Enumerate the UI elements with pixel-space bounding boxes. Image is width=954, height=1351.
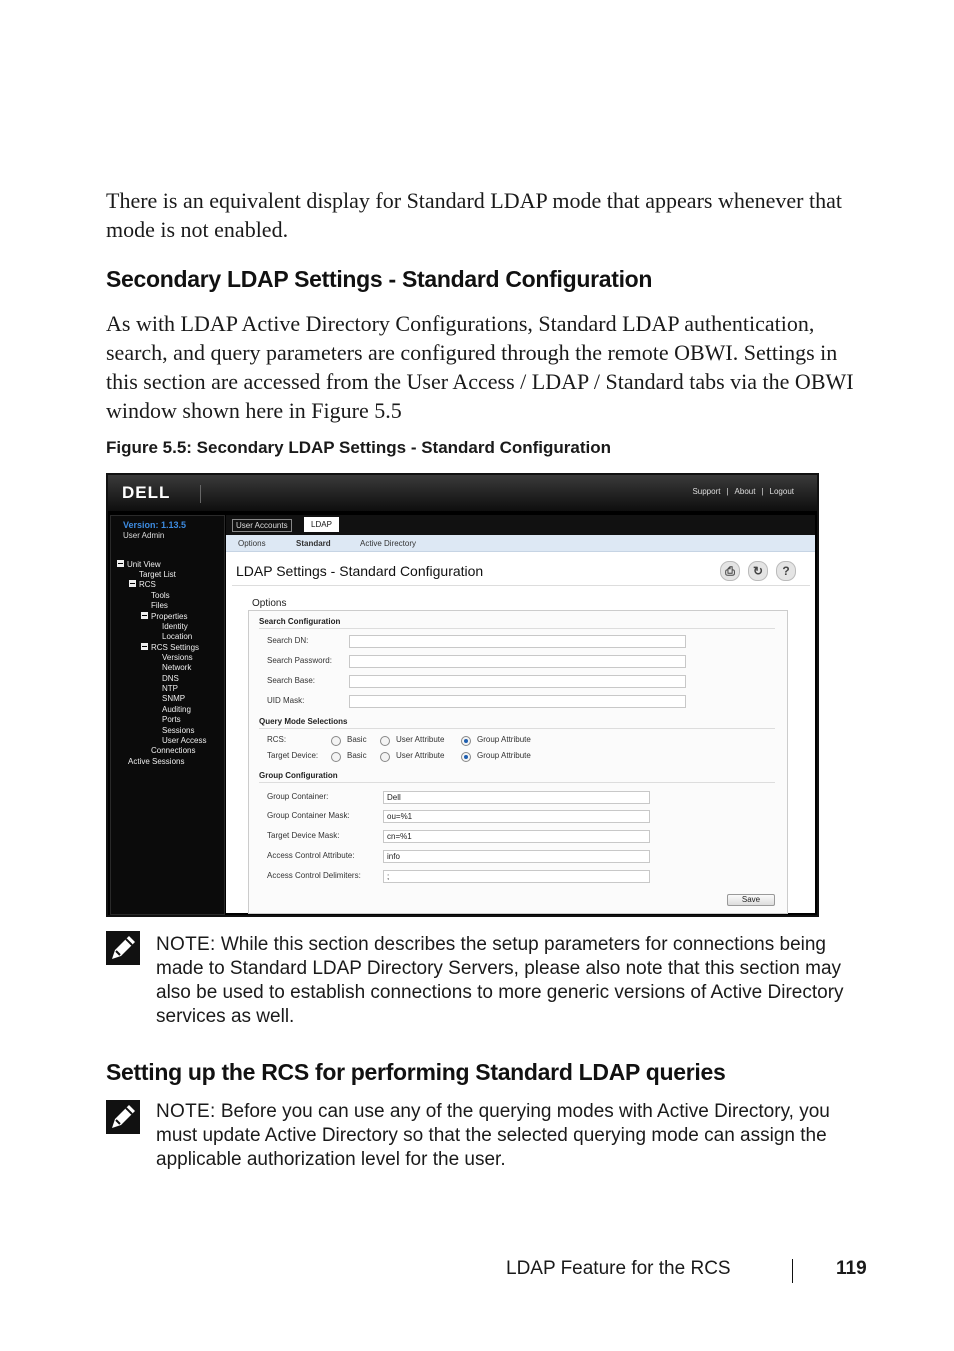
tree-item-properties[interactable]: Properties xyxy=(141,612,187,621)
note-text xyxy=(156,1100,866,1172)
figure-caption: Figure 5.5: Secondary LDAP Settings - Standard Configuration xyxy=(106,438,612,457)
access-control-delimiters-label: Access Control Delimiters: xyxy=(267,871,361,880)
footer-divider xyxy=(792,1259,793,1283)
divider xyxy=(232,585,810,586)
target-basic-label: Basic xyxy=(347,751,367,760)
version-label: Version: 1.13.5 xyxy=(123,520,187,530)
top-bar xyxy=(108,475,817,511)
note-block xyxy=(106,931,866,1031)
access-control-attribute-input[interactable]: info xyxy=(383,850,650,863)
tree-item-files[interactable]: Files xyxy=(151,601,168,610)
group-container-mask-input[interactable]: ou=%1 xyxy=(383,810,650,823)
figure-screenshot xyxy=(106,473,819,917)
tree-item-network[interactable]: Network xyxy=(162,663,192,672)
tree-item-ports[interactable]: Ports xyxy=(162,715,181,724)
tree-item-dns[interactable]: DNS xyxy=(162,674,179,683)
refresh-icon[interactable]: ↻ xyxy=(748,561,768,581)
search-password-label: Search Password: xyxy=(267,656,332,665)
tree-item-versions[interactable]: Versions xyxy=(162,653,193,662)
logout-link[interactable]: Logout xyxy=(769,487,794,496)
target-group-attribute-label: Group Attribute xyxy=(477,751,531,760)
uid-mask-input[interactable] xyxy=(349,695,686,708)
tree-item-unit-view[interactable]: Unit View xyxy=(117,560,161,569)
note-pencil-icon xyxy=(106,1100,140,1134)
note-body: Before you can use any of the querying modes with Active Directory, you must update Active Directory so that the selected querying mode can assign the applicable authorization level for the user. xyxy=(156,1101,830,1170)
divider xyxy=(259,728,775,729)
target-device-mode-label: Target Device: xyxy=(267,751,319,760)
tree-item-user-access[interactable]: User Access xyxy=(162,736,207,745)
note-pencil-icon xyxy=(106,931,140,965)
tree-item-auditing[interactable]: Auditing xyxy=(162,705,191,714)
group-container-label: Group Container: xyxy=(267,792,329,801)
note-text xyxy=(156,933,866,1029)
primary-tabs xyxy=(226,515,815,535)
about-link[interactable]: About xyxy=(734,487,756,496)
tree-item-sessions[interactable]: Sessions xyxy=(162,726,195,735)
body-paragraph: As with LDAP Active Directory Configurations, Standard LDAP authentication, search, and query parameters are configured through the remote OBWI. Settings in this section are accessed from the User Access / LDAP / Standard tabs via the OBWI window shown here in Figure 5.5 xyxy=(106,311,854,423)
note-label: NOTE: xyxy=(156,934,216,955)
tree-item-target-list[interactable]: Target List xyxy=(139,570,176,579)
rcs-user-attribute-radio[interactable] xyxy=(380,736,390,746)
page-title: LDAP Settings - Standard Configuration xyxy=(236,563,484,579)
sidebar xyxy=(110,515,225,915)
collapse-icon[interactable] xyxy=(141,612,148,619)
tree-item-identity[interactable]: Identity xyxy=(162,622,188,631)
target-group-attribute-radio[interactable] xyxy=(461,752,471,762)
group-section-title: Group Configuration xyxy=(259,771,338,780)
search-dn-input[interactable] xyxy=(349,635,686,648)
search-section-title: Search Configuration xyxy=(259,617,341,626)
tree-item-connections[interactable]: Connections xyxy=(151,746,196,755)
target-user-attribute-label: User Attribute xyxy=(396,751,445,760)
tree-item-location[interactable]: Location xyxy=(162,632,193,641)
section-heading: Setting up the RCS for performing Standard LDAP queries xyxy=(106,1059,726,1085)
tree-item-active-sessions[interactable]: Active Sessions xyxy=(128,757,185,766)
target-device-mask-input[interactable]: cn=%1 xyxy=(383,830,650,843)
query-section-title: Query Mode Selections xyxy=(259,717,348,726)
page-number: 119 xyxy=(836,1258,867,1279)
group-container-mask-label: Group Container Mask: xyxy=(267,811,350,820)
main-panel xyxy=(226,515,815,913)
tree-item-rcs-settings[interactable]: RCS Settings xyxy=(141,643,199,652)
note-block xyxy=(106,1100,866,1176)
help-icon[interactable]: ? xyxy=(776,561,796,581)
target-device-mask-label: Target Device Mask: xyxy=(267,831,340,840)
collapse-icon[interactable] xyxy=(141,643,148,650)
logo-divider xyxy=(200,485,201,503)
group-container-input[interactable]: Dell xyxy=(383,791,650,804)
footer-section-title: LDAP Feature for the RCS xyxy=(506,1258,731,1279)
tab-options[interactable]: Options xyxy=(238,539,266,548)
tab-ldap[interactable]: LDAP xyxy=(304,517,339,532)
link-separator: | xyxy=(726,487,729,496)
divider xyxy=(259,628,775,629)
rcs-basic-radio[interactable] xyxy=(331,736,341,746)
section-heading: Secondary LDAP Settings - Standard Configuration xyxy=(106,266,653,292)
note-label: NOTE: xyxy=(156,1101,216,1122)
top-links xyxy=(689,487,797,496)
target-basic-radio[interactable] xyxy=(331,752,341,762)
tree-item-tools[interactable]: Tools xyxy=(151,591,170,600)
rcs-basic-label: Basic xyxy=(347,735,367,744)
tab-user-accounts[interactable]: User Accounts xyxy=(232,519,292,532)
access-control-attribute-label: Access Control Attribute: xyxy=(267,851,355,860)
search-password-input[interactable] xyxy=(349,655,686,668)
dell-logo: DELL xyxy=(122,483,171,502)
target-user-attribute-radio[interactable] xyxy=(380,752,390,762)
search-base-input[interactable] xyxy=(349,675,686,688)
access-control-delimiters-input[interactable]: ; xyxy=(383,870,650,883)
note-body: While this section describes the setup parameters for connections being made to Standard LDAP Directory Servers, please also note that this section may also be used to establish connections to more generic versions of Active Directory services as well. xyxy=(156,934,844,1027)
tab-active-directory[interactable]: Active Directory xyxy=(360,539,417,548)
options-fieldset xyxy=(248,610,788,914)
save-button[interactable]: Save xyxy=(727,894,775,906)
search-base-label: Search Base: xyxy=(267,676,316,685)
collapse-icon[interactable] xyxy=(117,560,124,567)
options-label: Options xyxy=(252,598,287,609)
print-icon[interactable]: ⎙ xyxy=(720,561,740,581)
user-label: User Admin xyxy=(123,531,165,540)
tree-item-snmp[interactable]: SNMP xyxy=(162,694,186,703)
rcs-mode-label: RCS: xyxy=(267,735,287,744)
search-dn-label: Search DN: xyxy=(267,636,309,645)
divider xyxy=(259,782,775,783)
intro-paragraph: There is an equivalent display for Standard LDAP mode that appears whenever that mode is not enabled. xyxy=(106,188,842,242)
tree-item-ntp[interactable]: NTP xyxy=(162,684,178,693)
secondary-tabs xyxy=(226,535,815,552)
collapse-icon[interactable] xyxy=(129,580,136,587)
tab-standard[interactable]: Standard xyxy=(296,539,331,548)
tree-item-rcs[interactable]: RCS xyxy=(129,580,156,589)
rcs-user-attribute-label: User Attribute xyxy=(396,735,445,744)
uid-mask-label: UID Mask: xyxy=(267,696,305,705)
link-separator: | xyxy=(761,487,764,496)
support-link[interactable]: Support xyxy=(692,487,721,496)
rcs-group-attribute-label: Group Attribute xyxy=(477,735,531,744)
rcs-group-attribute-radio[interactable] xyxy=(461,736,471,746)
